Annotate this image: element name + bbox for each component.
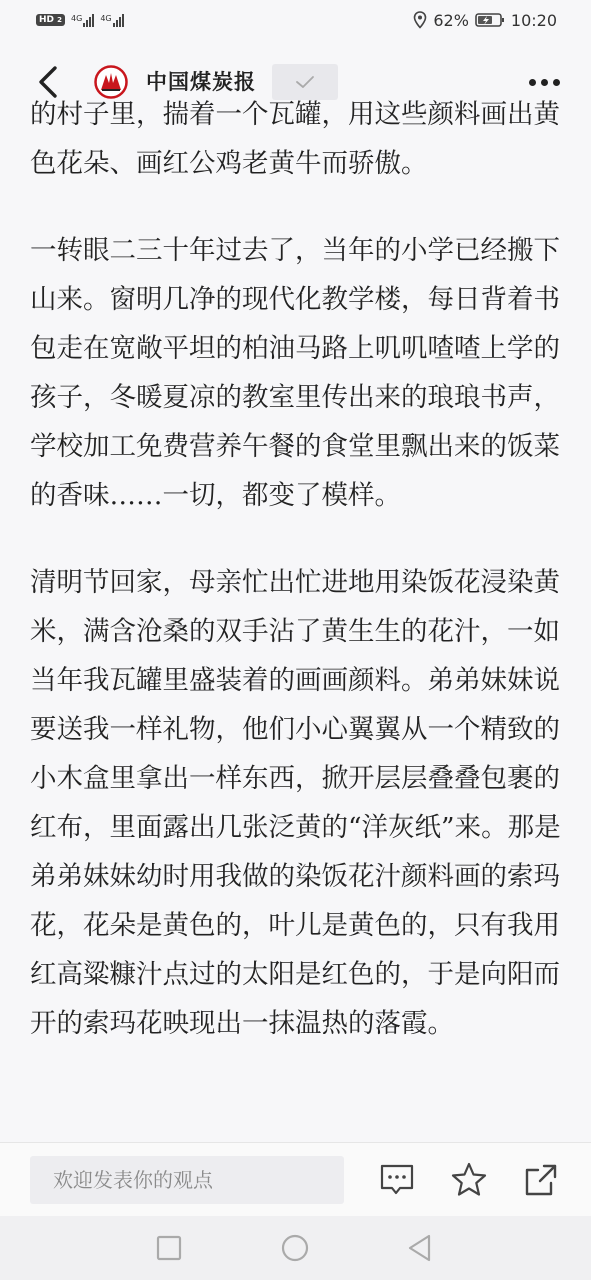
system-nav-bar — [0, 1216, 591, 1280]
hd-badge — [36, 14, 65, 26]
comment-input[interactable] — [30, 1156, 344, 1204]
status-right — [413, 11, 591, 30]
signal-icon-sim2 — [100, 14, 123, 27]
bottom-action-bar — [0, 1142, 591, 1217]
hd-badge-sub: 2 — [57, 16, 63, 24]
hd-badge-label: HD — [39, 15, 55, 25]
star-icon[interactable] — [450, 1161, 488, 1199]
article-body[interactable] — [0, 99, 591, 1142]
status-left — [0, 14, 124, 27]
paper-name[interactable]: 中国煤炭报 — [146, 70, 256, 94]
article-paragraph: 一转眼二三十年过去了，当年的小学已经搬下山来。窗明几净的现代化教学楼，每日背着书包走在宽敞平坦的柏油马路上叽叽喳喳上学的孩子，冬暖夏凉的教室里传出来的琅琅书声，学校加工免费营养午餐的食堂里飘出来的饭菜的香味……一切，都变了模样。 — [30, 235, 560, 511]
sim1-label: 4G — [71, 13, 83, 23]
location-icon — [413, 11, 427, 29]
checkmark-icon — [295, 75, 315, 89]
circle-icon[interactable] — [279, 1232, 311, 1264]
status-bar — [0, 0, 591, 40]
comment-icon[interactable] — [378, 1161, 416, 1199]
article-paragraph: 的村子里，揣着一个瓦罐，用这些颜料画出黄色花朵、画红公鸡老黄牛而骄傲。 — [30, 99, 560, 179]
article-paragraph: 清明节回家，母亲忙出忙进地用染饭花浸染黄米，满含沧桑的双手沾了黄生生的花汁，一如当年我瓦罐里盛装着的画画颜料。弟弟妹妹说要送我一样礼物，他们小心翼翼从一个精致的小木盒里拿出一样东西，掀开层层叠叠包裹的红布，里面露出几张泛黄的“洋灰纸”来。那是弟弟妹妹幼时用我做的染饭花汁颜料画的索玛花，花朵是黄色的，叶儿是黄色的，只有我用红高粱糠汁点过的太阳是红色的，于是向阳而开的索玛花映现出一抹温热的落霞。 — [30, 567, 561, 1039]
square-icon[interactable] — [153, 1232, 185, 1264]
more-dot — [529, 79, 536, 86]
battery-icon — [475, 12, 505, 28]
article-text — [30, 90, 564, 1086]
battery-percent: 62% — [433, 10, 469, 30]
signal-icon-sim1 — [71, 14, 94, 27]
sim2-label: 4G — [100, 13, 112, 23]
more-dot — [553, 79, 560, 86]
clock: 10:20 — [510, 10, 557, 30]
triangle-back-icon[interactable] — [404, 1232, 436, 1264]
share-icon[interactable] — [522, 1161, 560, 1199]
more-dot — [541, 79, 548, 86]
